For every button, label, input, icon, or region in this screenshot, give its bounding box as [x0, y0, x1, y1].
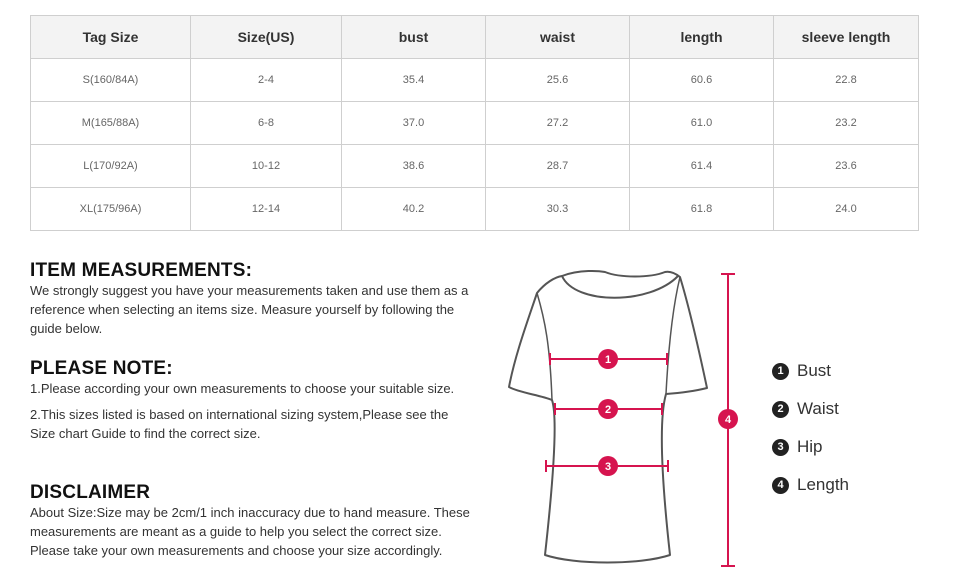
- header-tag-size: Tag Size: [31, 16, 191, 59]
- disclaimer-section: [30, 483, 470, 560]
- legend-item-hip: [772, 428, 849, 466]
- legend-label-waist: Waist: [797, 399, 839, 418]
- disclaimer-heading: DISCLAIMER: [30, 482, 151, 503]
- cell-length: 61.4: [630, 145, 774, 188]
- marker-2-label: 2: [604, 404, 612, 416]
- legend-number-1: 1: [772, 363, 789, 380]
- marker-1-label: 1: [604, 354, 612, 366]
- please-note-heading: PLEASE NOTE:: [30, 358, 173, 379]
- table-row: [31, 188, 919, 231]
- header-sleeve-length: sleeve length: [774, 16, 919, 59]
- table-header-row: [31, 16, 919, 59]
- measurement-legend: [772, 352, 849, 504]
- legend-item-waist: [772, 390, 849, 428]
- cell-size-us: 12-14: [191, 188, 342, 231]
- cell-bust: 40.2: [342, 188, 486, 231]
- legend-item-length: [772, 466, 849, 504]
- cell-waist: 30.3: [486, 188, 630, 231]
- cell-sleeve-length: 24.0: [774, 188, 919, 231]
- please-note-point-2: 2.This sizes listed is based on international sizing system,Please see the Size chart Guide to find the correct size.: [30, 407, 449, 441]
- table-row: [31, 102, 919, 145]
- header-length: length: [630, 16, 774, 59]
- cell-size-us: 2-4: [191, 59, 342, 102]
- marker-4-label: 4: [724, 414, 732, 426]
- item-measurements-text: We strongly suggest you have your measurements taken and use them as a reference when selecting an items size. Measure yourself by following the guide below.: [30, 283, 469, 336]
- cell-bust: 35.4: [342, 59, 486, 102]
- please-note-point-1: 1.Please according your own measurements to choose your suitable size.: [30, 381, 455, 396]
- cell-sleeve-length: 23.2: [774, 102, 919, 145]
- cell-size-us: 6-8: [191, 102, 342, 145]
- legend-item-bust: [772, 352, 849, 390]
- cell-size-us: 10-12: [191, 145, 342, 188]
- cell-length: 60.6: [630, 59, 774, 102]
- table-row: [31, 145, 919, 188]
- item-measurements-section: [30, 261, 470, 338]
- legend-number-2: 2: [772, 401, 789, 418]
- legend-label-bust: Bust: [797, 361, 832, 380]
- length-measure-line: [718, 274, 738, 566]
- legend-number-3: 3: [772, 439, 789, 456]
- cell-waist: 25.6: [486, 59, 630, 102]
- cell-waist: 28.7: [486, 145, 630, 188]
- cell-sleeve-length: 23.6: [774, 145, 919, 188]
- cell-tag-size: S(160/84A): [31, 59, 191, 102]
- disclaimer-text: About Size:Size may be 2cm/1 inch inaccuracy due to hand measure. These measurements are meant as a guide to help you select the correct size. Please take your own measurements and choose your size accordingly.: [30, 505, 470, 558]
- cell-tag-size: XL(175/96A): [31, 188, 191, 231]
- legend-number-4: 4: [772, 477, 789, 494]
- please-note-section: [30, 359, 470, 443]
- cell-length: 61.8: [630, 188, 774, 231]
- dress-measurement-diagram: [500, 265, 750, 570]
- cell-waist: 27.2: [486, 102, 630, 145]
- cell-sleeve-length: 22.8: [774, 59, 919, 102]
- cell-bust: 37.0: [342, 102, 486, 145]
- header-waist: waist: [486, 16, 630, 59]
- marker-3-label: 3: [604, 461, 612, 473]
- legend-label-length: Length: [797, 475, 849, 494]
- cell-tag-size: M(165/88A): [31, 102, 191, 145]
- cell-bust: 38.6: [342, 145, 486, 188]
- table-row: [31, 59, 919, 102]
- legend-label-hip: Hip: [797, 437, 823, 456]
- size-chart-table: [30, 15, 919, 231]
- cell-length: 61.0: [630, 102, 774, 145]
- header-bust: bust: [342, 16, 486, 59]
- cell-tag-size: L(170/92A): [31, 145, 191, 188]
- header-size-us: Size(US): [191, 16, 342, 59]
- item-measurements-heading: ITEM MEASUREMENTS:: [30, 260, 253, 281]
